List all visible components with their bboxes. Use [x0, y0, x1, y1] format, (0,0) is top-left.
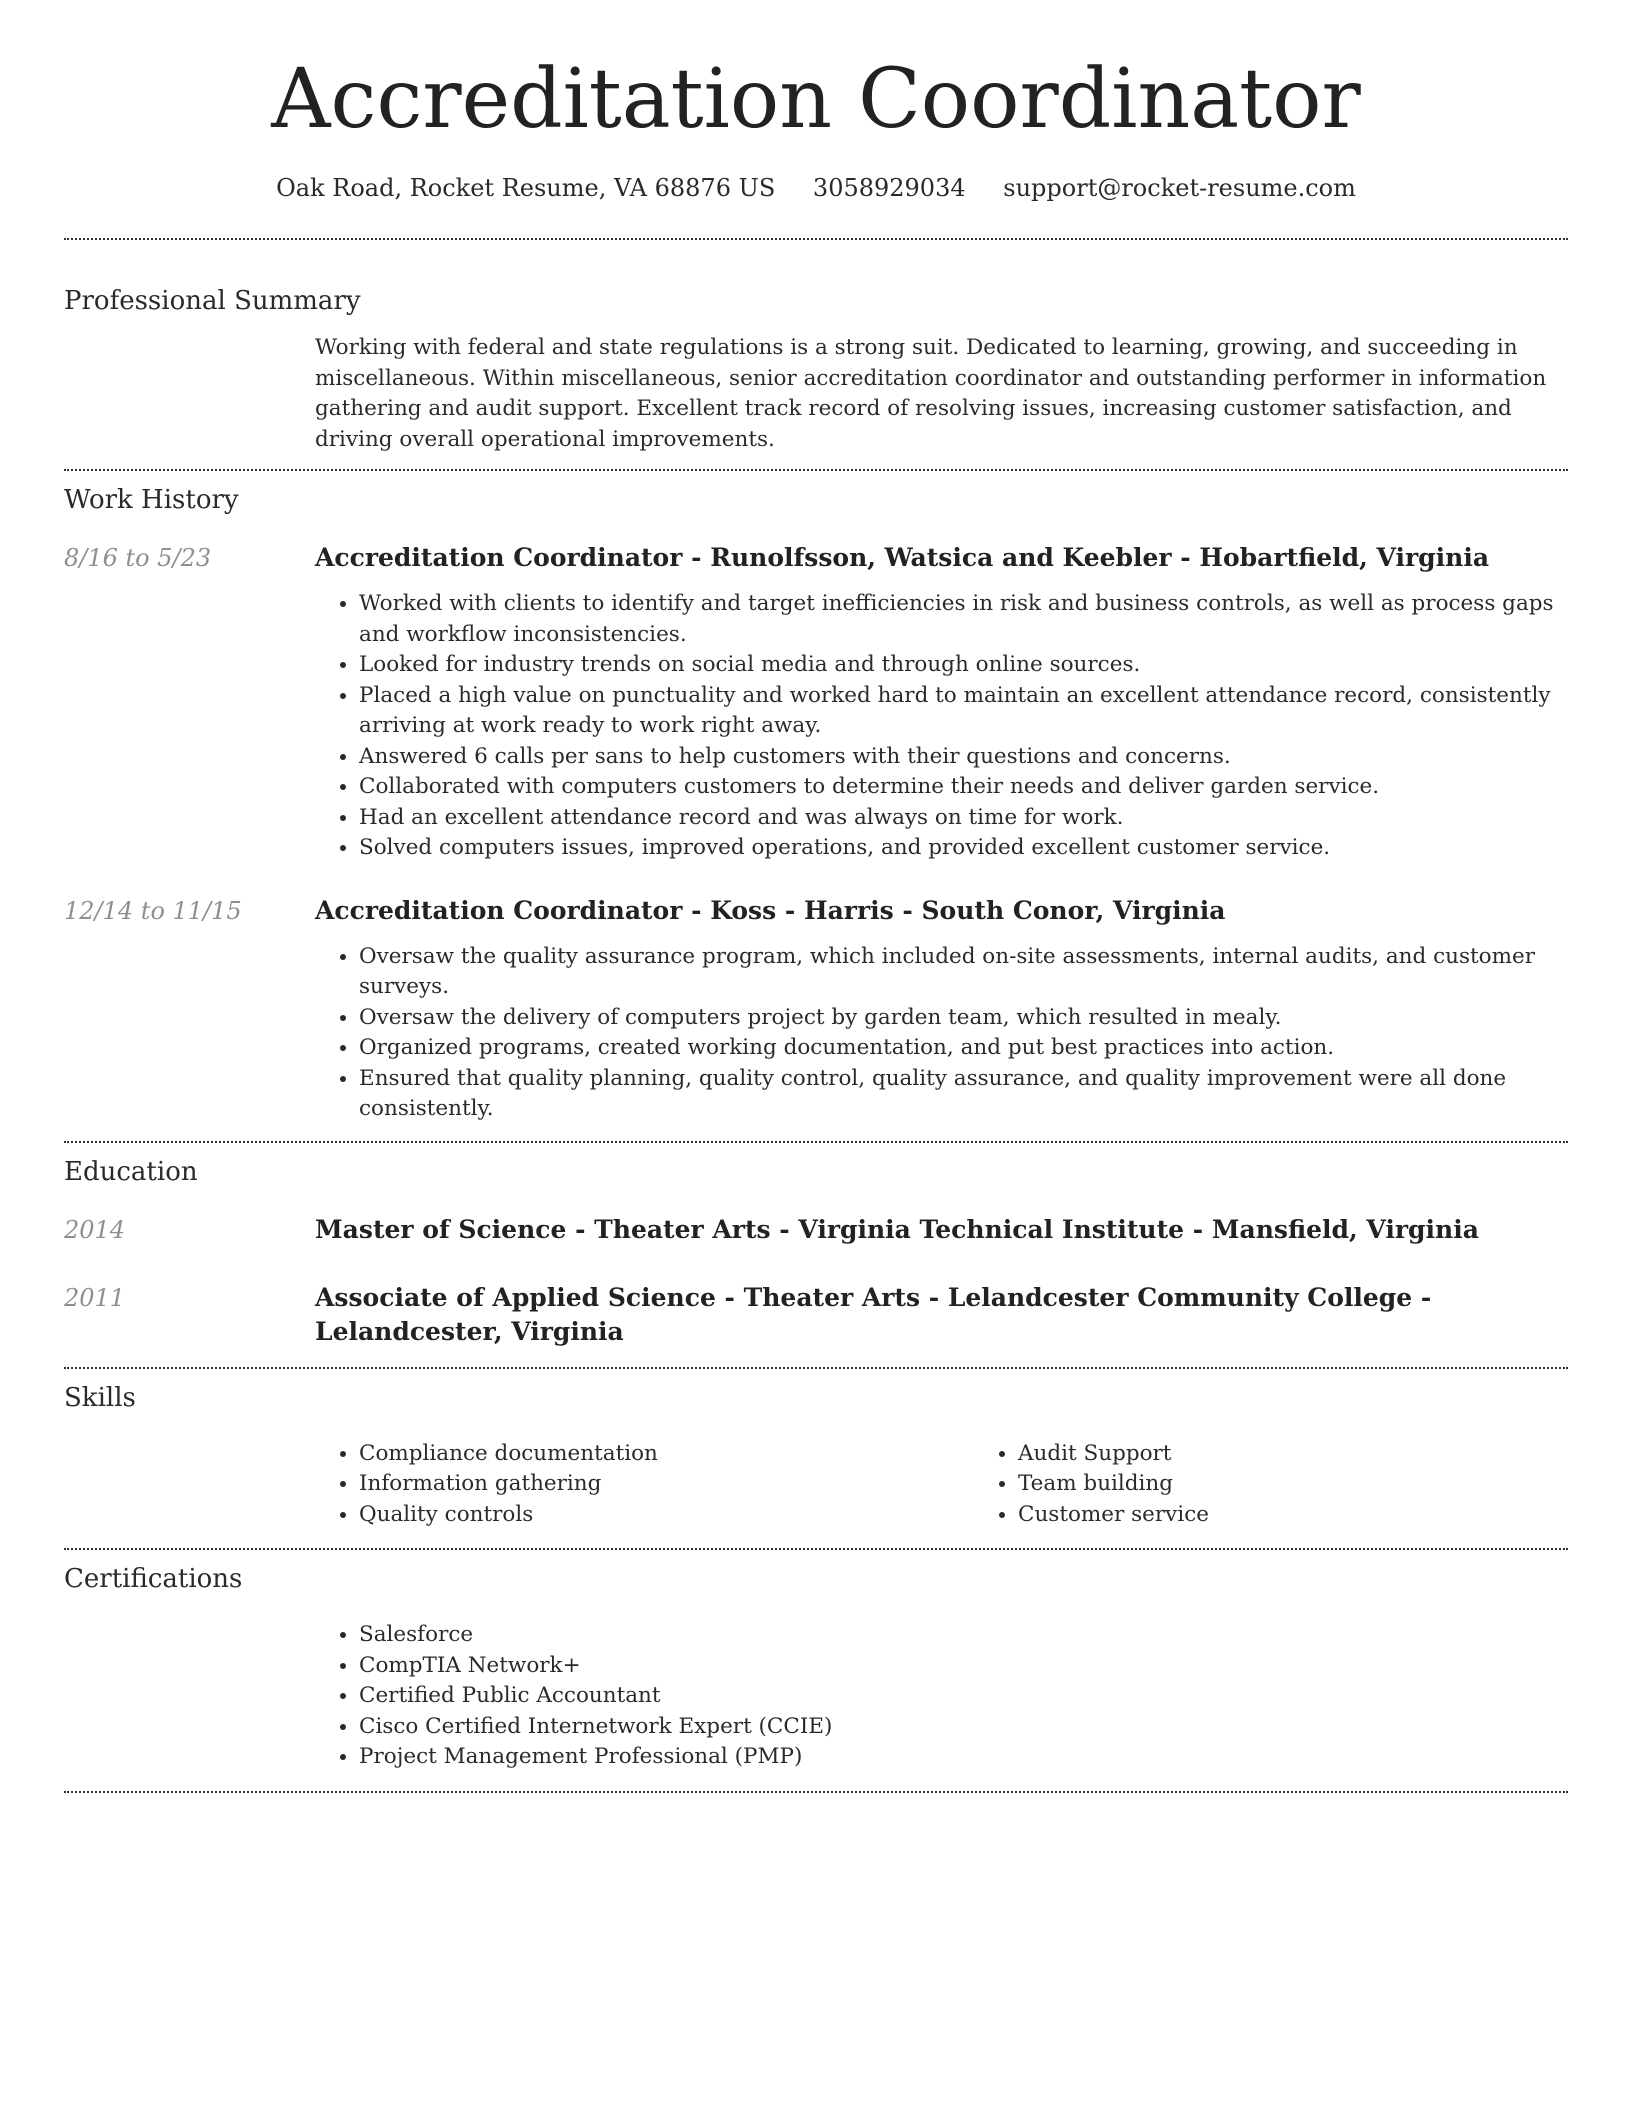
certifications-list: [315, 1620, 1568, 1773]
job-entry: [64, 541, 1568, 864]
list-item: • Information gathering: [359, 1469, 974, 1500]
list-item: • Team building: [1018, 1469, 1632, 1500]
list-item: • Answered 6 calls per sans to help customers with their questions and concerns.: [359, 742, 1568, 773]
education-year: 2014: [64, 1215, 126, 1244]
education-year: 2011: [64, 1283, 126, 1312]
list-item: • Worked with clients to identify and target inefficiencies in risk and business controls, as well as process gaps and workflow inconsistencies.: [359, 589, 1568, 650]
resume-page: [64, 0, 1568, 1793]
summary-section: [64, 284, 1568, 455]
job-dates: 8/16 to 5/23: [64, 544, 212, 572]
section-divider: [64, 1791, 1568, 1793]
resume-name: Accreditation Coordinator: [271, 52, 1361, 147]
list-item: • Compliance documentation: [359, 1439, 974, 1470]
list-item: • Organized programs, created working documentation, and put best practices into action.: [359, 1033, 1568, 1064]
certifications-title: Certifications: [64, 1564, 243, 1594]
job-heading: Accreditation Coordinator - Runolfsson, Watsica and Keebler - Hobartfield, Virginia: [315, 543, 1490, 572]
contact-phone: 3058929034: [812, 174, 966, 202]
list-item: • Project Management Professional (PMP): [359, 1742, 1568, 1773]
list-item: • Customer service: [1018, 1500, 1632, 1531]
skills-grid: [315, 1439, 1632, 1531]
work-history-title: Work History: [64, 485, 239, 515]
list-item: • Oversaw the quality assurance program, which included on-site assessments, internal audits, and customer surveys.: [359, 942, 1568, 1003]
list-item: • Ensured that quality planning, quality control, quality assurance, and quality improvement were all done consistently.: [359, 1064, 1568, 1125]
list-item: • Had an excellent attendance record and was always on time for work.: [359, 803, 1568, 834]
job-entry: [64, 894, 1568, 1125]
skills-section: [64, 1381, 1568, 1531]
list-item: • Solved computers issues, improved operations, and provided excellent customer service.: [359, 833, 1568, 864]
list-item: • Quality controls: [359, 1500, 974, 1531]
section-divider: [64, 238, 1568, 240]
job-dates: 12/14 to 11/15: [64, 896, 242, 925]
job-bullets: [315, 942, 1568, 1125]
list-item: • Salesforce: [359, 1620, 1568, 1651]
education-title: Education: [64, 1156, 198, 1187]
certifications-section: [64, 1562, 1568, 1773]
education-heading: Associate of Applied Science - Theater Arts - Lelandcester Community College - Lelandcester, Virginia: [315, 1282, 1432, 1346]
education-entry: [64, 1281, 1568, 1349]
list-item: • Looked for industry trends on social media and through online sources.: [359, 650, 1568, 681]
list-item: • Cisco Certified Internetwork Expert (CCIE): [359, 1712, 1568, 1743]
summary-title: Professional Summary: [64, 286, 361, 316]
education-heading: Master of Science - Theater Arts - Virginia Technical Institute - Mansfield, Virginia: [315, 1214, 1479, 1244]
job-bullets: [315, 589, 1568, 864]
list-item: • Placed a high value on punctuality and worked hard to maintain an excellent attendance record, consistently arriving at work ready to work right away.: [359, 681, 1568, 742]
list-item: • Certified Public Accountant: [359, 1681, 1568, 1712]
skills-list-right: [974, 1439, 1632, 1531]
list-item: • Collaborated with computers customers to determine their needs and deliver garden service.: [359, 772, 1568, 803]
list-item: • CompTIA Network+: [359, 1651, 1568, 1682]
contact-line: [64, 172, 1568, 204]
summary-text: Working with federal and state regulations is a strong suit. Dedicated to learning, growing, and succeeding in miscellaneous. Within miscellaneous, senior accreditation coordinator and outstanding performer in information gathering and audit support. Excellent track record of resolving issues, increasing customer satisfaction, and driving overall operational improvements.: [315, 335, 1547, 452]
section-divider: [64, 1548, 1568, 1550]
skills-list-left: [315, 1439, 974, 1531]
education-entry: [64, 1213, 1568, 1247]
contact-email: support@rocket-resume.com: [1003, 174, 1356, 202]
section-divider: [64, 1367, 1568, 1369]
list-item: • Audit Support: [1018, 1439, 1632, 1470]
work-history-section: [64, 483, 1568, 1125]
job-heading: Accreditation Coordinator - Koss - Harris - South Conor, Virginia: [315, 895, 1226, 925]
education-section: [64, 1155, 1568, 1349]
section-divider: [64, 1141, 1568, 1143]
contact-address: Oak Road, Rocket Resume, VA 68876 US: [276, 174, 776, 202]
list-item: • Oversaw the delivery of computers project by garden team, which resulted in mealy.: [359, 1003, 1568, 1034]
section-divider: [64, 469, 1568, 471]
skills-title: Skills: [64, 1382, 136, 1413]
